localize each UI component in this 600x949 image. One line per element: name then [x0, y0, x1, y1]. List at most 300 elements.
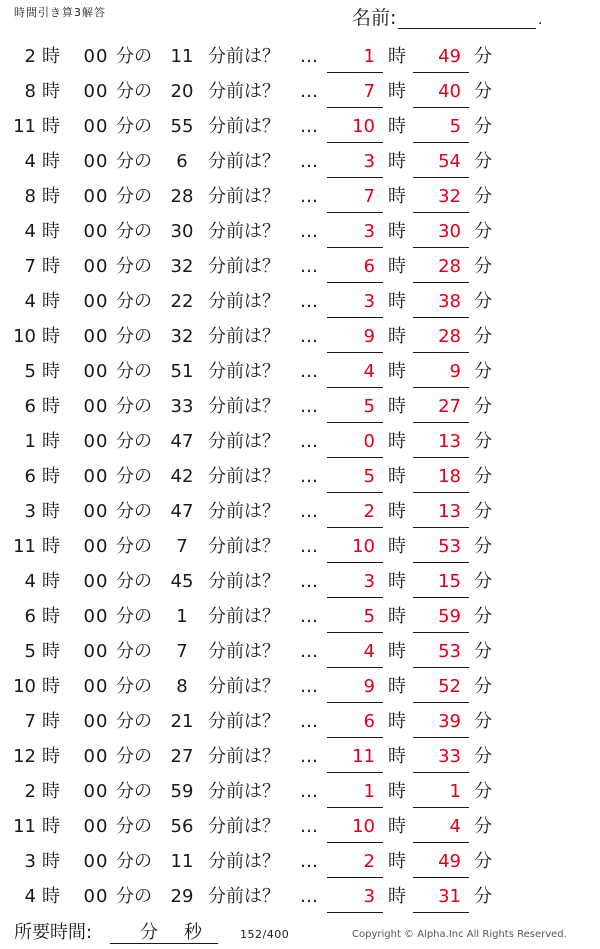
answer-hour-unit-label: 時: [388, 221, 406, 242]
minutes-before: 28: [170, 186, 194, 207]
answer-minute-blank: [413, 390, 469, 423]
question-label: 分前は？: [208, 81, 280, 102]
answer-minute: 5: [449, 116, 461, 137]
problem-row: [0, 390, 600, 425]
start-hour: 3: [24, 851, 36, 872]
answer-hour-blank: [327, 285, 383, 318]
answer-hour: 5: [363, 396, 375, 417]
question-label: 分前は？: [208, 361, 280, 382]
question-label: 分前は？: [208, 851, 280, 872]
answer-hour: 10: [352, 116, 375, 137]
start-minutes: 00: [83, 466, 109, 487]
answer-hour-blank: [327, 390, 383, 423]
start-hour: 5: [24, 641, 36, 662]
minutes-before: 27: [170, 746, 194, 767]
start-hour: 3: [24, 501, 36, 522]
answer-hour-unit-label: 時: [388, 81, 406, 102]
answer-hour-blank: [327, 460, 383, 493]
hour-unit-label: 時: [42, 641, 60, 662]
answer-hour-unit-label: 時: [388, 46, 406, 67]
minute-of-label: 分の: [116, 186, 152, 207]
answer-minute-unit-label: 分: [474, 431, 492, 452]
answer-minute: 53: [438, 641, 461, 662]
minute-of-label: 分の: [116, 641, 152, 662]
start-minutes: 00: [83, 816, 109, 837]
minutes-before: 45: [170, 571, 194, 592]
answer-hour-unit-label: 時: [388, 851, 406, 872]
question-label: 分前は？: [208, 571, 280, 592]
problem-row: [0, 215, 600, 250]
minute-of-label: 分の: [116, 116, 152, 137]
answer-hour: 3: [363, 571, 375, 592]
start-minutes: 00: [83, 256, 109, 277]
start-minutes: 00: [83, 711, 109, 732]
start-hour: 8: [24, 186, 36, 207]
start-hour: 10: [13, 676, 36, 697]
problem-row: [0, 460, 600, 495]
answer-hour-unit-label: 時: [388, 291, 406, 312]
answer-hour-unit-label: 時: [388, 711, 406, 732]
start-minutes: 00: [83, 81, 109, 102]
answer-minute-blank: [413, 215, 469, 248]
problem-row: [0, 40, 600, 75]
problem-row: [0, 600, 600, 635]
start-minutes: 00: [83, 851, 109, 872]
answer-hour: 1: [363, 46, 375, 67]
ellipsis: …: [300, 361, 318, 382]
minutes-before: 1: [176, 606, 188, 627]
hour-unit-label: 時: [42, 46, 60, 67]
question-label: 分前は？: [208, 886, 280, 907]
ellipsis: …: [300, 641, 318, 662]
question-label: 分前は？: [208, 641, 280, 662]
minutes-before: 56: [170, 816, 194, 837]
minutes-before: 59: [170, 781, 194, 802]
start-hour: 2: [24, 781, 36, 802]
answer-minute-unit-label: 分: [474, 711, 492, 732]
minutes-before: 8: [176, 676, 188, 697]
answer-hour: 9: [363, 326, 375, 347]
question-label: 分前は？: [208, 431, 280, 452]
answer-minute: 13: [438, 431, 461, 452]
question-label: 分前は？: [208, 256, 280, 277]
hour-unit-label: 時: [42, 186, 60, 207]
page-number: 152/400: [240, 928, 290, 941]
ellipsis: …: [300, 46, 318, 67]
question-label: 分前は？: [208, 396, 280, 417]
answer-minute: 49: [438, 851, 461, 872]
hour-unit-label: 時: [42, 606, 60, 627]
start-hour: 4: [24, 571, 36, 592]
problem-row: [0, 565, 600, 600]
minute-of-label: 分の: [116, 81, 152, 102]
answer-minute: 32: [438, 186, 461, 207]
start-hour: 2: [24, 46, 36, 67]
hour-unit-label: 時: [42, 501, 60, 522]
answer-hour: 3: [363, 886, 375, 907]
ellipsis: …: [300, 291, 318, 312]
answer-minute-blank: [413, 810, 469, 843]
minutes-before: 21: [170, 711, 194, 732]
minute-of-label: 分の: [116, 291, 152, 312]
answer-hour: 3: [363, 221, 375, 242]
answer-minute: 33: [438, 746, 461, 767]
answer-hour: 3: [363, 291, 375, 312]
problem-row: [0, 110, 600, 145]
problem-row: [0, 75, 600, 110]
answer-hour: 9: [363, 676, 375, 697]
answer-minute-unit-label: 分: [474, 571, 492, 592]
question-label: 分前は？: [208, 536, 280, 557]
hour-unit-label: 時: [42, 536, 60, 557]
answer-hour-unit-label: 時: [388, 326, 406, 347]
answer-minute-unit-label: 分: [474, 606, 492, 627]
answer-hour-unit-label: 時: [388, 466, 406, 487]
answer-hour: 3: [363, 151, 375, 172]
minute-of-label: 分の: [116, 571, 152, 592]
minutes-before: 47: [170, 501, 194, 522]
answer-minute: 38: [438, 291, 461, 312]
answer-hour: 2: [363, 501, 375, 522]
problem-list: [0, 40, 600, 915]
start-hour: 11: [13, 816, 36, 837]
minutes-before: 22: [170, 291, 194, 312]
answer-minute-blank: [413, 40, 469, 73]
minute-of-label: 分の: [116, 781, 152, 802]
start-minutes: 00: [83, 781, 109, 802]
answer-minute-blank: [413, 145, 469, 178]
answer-minute: 31: [438, 886, 461, 907]
answer-minute-blank: [413, 110, 469, 143]
minutes-before: 7: [176, 641, 188, 662]
answer-hour: 4: [363, 641, 375, 662]
minutes-before: 51: [170, 361, 194, 382]
question-label: 分前は？: [208, 326, 280, 347]
answer-hour-unit-label: 時: [388, 606, 406, 627]
answer-hour-blank: [327, 355, 383, 388]
answer-minute: 15: [438, 571, 461, 592]
answer-hour: 2: [363, 851, 375, 872]
answer-minute-unit-label: 分: [474, 851, 492, 872]
minutes-before: 7: [176, 536, 188, 557]
minute-of-label: 分の: [116, 746, 152, 767]
start-hour: 10: [13, 326, 36, 347]
hour-unit-label: 時: [42, 781, 60, 802]
answer-minute-unit-label: 分: [474, 46, 492, 67]
answer-hour-blank: [327, 40, 383, 73]
hour-unit-label: 時: [42, 396, 60, 417]
answer-hour-blank: [327, 320, 383, 353]
answer-minute-blank: [413, 565, 469, 598]
answer-hour: 5: [363, 606, 375, 627]
start-hour: 4: [24, 151, 36, 172]
start-hour: 8: [24, 81, 36, 102]
start-minutes: 00: [83, 536, 109, 557]
answer-minute-blank: [413, 320, 469, 353]
answer-hour-unit-label: 時: [388, 501, 406, 522]
answer-minute-unit-label: 分: [474, 361, 492, 382]
minutes-before: 47: [170, 431, 194, 452]
answer-hour-unit-label: 時: [388, 886, 406, 907]
answer-hour: 7: [363, 81, 375, 102]
start-hour: 1: [24, 431, 36, 452]
start-hour: 4: [24, 291, 36, 312]
answer-minute-unit-label: 分: [474, 466, 492, 487]
start-minutes: 00: [83, 606, 109, 627]
answer-minute-blank: [413, 250, 469, 283]
minute-of-label: 分の: [116, 676, 152, 697]
problem-row: [0, 880, 600, 915]
answer-minute-unit-label: 分: [474, 501, 492, 522]
start-minutes: 00: [83, 501, 109, 522]
start-hour: 4: [24, 886, 36, 907]
minutes-before: 32: [170, 256, 194, 277]
ellipsis: …: [300, 326, 318, 347]
answer-hour-blank: [327, 670, 383, 703]
answer-hour-blank: [327, 75, 383, 108]
answer-minute-unit-label: 分: [474, 816, 492, 837]
start-minutes: 00: [83, 221, 109, 242]
answer-hour-blank: [327, 600, 383, 633]
ellipsis: …: [300, 221, 318, 242]
answer-hour-unit-label: 時: [388, 571, 406, 592]
required-time-label: 所要時間:: [14, 922, 93, 943]
answer-hour-unit-label: 時: [388, 641, 406, 662]
minutes-before: 55: [170, 116, 194, 137]
name-label: 名前:: [352, 7, 397, 29]
minutes-before: 33: [170, 396, 194, 417]
answer-minute-unit-label: 分: [474, 641, 492, 662]
answer-minute-unit-label: 分: [474, 536, 492, 557]
ellipsis: …: [300, 151, 318, 172]
answer-minute: 30: [438, 221, 461, 242]
answer-hour-unit-label: 時: [388, 781, 406, 802]
minutes-before: 6: [176, 151, 188, 172]
answer-hour: 1: [363, 781, 375, 802]
answer-hour: 6: [363, 256, 375, 277]
answer-hour-unit-label: 時: [388, 361, 406, 382]
question-label: 分前は？: [208, 711, 280, 732]
problem-row: [0, 180, 600, 215]
start-minutes: 00: [83, 46, 109, 67]
answer-minute-unit-label: 分: [474, 116, 492, 137]
start-hour: 11: [13, 116, 36, 137]
ellipsis: …: [300, 816, 318, 837]
start-minutes: 00: [83, 571, 109, 592]
answer-minute-unit-label: 分: [474, 676, 492, 697]
minute-of-label: 分の: [116, 46, 152, 67]
start-hour: 6: [24, 396, 36, 417]
answer-hour-unit-label: 時: [388, 536, 406, 557]
start-minutes: 00: [83, 746, 109, 767]
name-period: .: [538, 12, 543, 28]
question-label: 分前は？: [208, 501, 280, 522]
ellipsis: …: [300, 851, 318, 872]
minute-of-label: 分の: [116, 221, 152, 242]
hour-unit-label: 時: [42, 816, 60, 837]
ellipsis: …: [300, 396, 318, 417]
answer-hour-blank: [327, 740, 383, 773]
answer-minute: 9: [449, 361, 461, 382]
question-label: 分前は？: [208, 221, 280, 242]
hour-unit-label: 時: [42, 676, 60, 697]
answer-minute: 59: [438, 606, 461, 627]
question-label: 分前は？: [208, 291, 280, 312]
answer-hour-blank: [327, 635, 383, 668]
question-label: 分前は？: [208, 746, 280, 767]
answer-hour: 10: [352, 536, 375, 557]
answer-minute: 53: [438, 536, 461, 557]
answer-hour-blank: [327, 565, 383, 598]
problem-row: [0, 320, 600, 355]
minute-of-label: 分の: [116, 256, 152, 277]
hour-unit-label: 時: [42, 886, 60, 907]
answer-minute-blank: [413, 285, 469, 318]
answer-minute: 54: [438, 151, 461, 172]
question-label: 分前は？: [208, 116, 280, 137]
answer-minute-blank: [413, 600, 469, 633]
start-minutes: 00: [83, 431, 109, 452]
answer-minute-blank: [413, 705, 469, 738]
ellipsis: …: [300, 536, 318, 557]
copyright-notice: Copyright © Alpha.Inc All Rights Reserved.: [352, 929, 567, 940]
minute-of-label: 分の: [116, 361, 152, 382]
minutes-before: 20: [170, 81, 194, 102]
ellipsis: …: [300, 781, 318, 802]
required-time-field: [14, 922, 202, 944]
answer-hour-blank: [327, 775, 383, 808]
ellipsis: …: [300, 711, 318, 732]
answer-hour-blank: [327, 215, 383, 248]
minute-of-label: 分の: [116, 886, 152, 907]
ellipsis: …: [300, 676, 318, 697]
hour-unit-label: 時: [42, 221, 60, 242]
answer-minute-unit-label: 分: [474, 256, 492, 277]
minute-of-label: 分の: [116, 151, 152, 172]
answer-hour: 11: [352, 746, 375, 767]
minutes-label: 分: [140, 922, 158, 943]
answer-hour-blank: [327, 495, 383, 528]
ellipsis: …: [300, 501, 318, 522]
hour-unit-label: 時: [42, 466, 60, 487]
answer-minute-blank: [413, 635, 469, 668]
answer-hour-blank: [327, 425, 383, 458]
minute-of-label: 分の: [116, 536, 152, 557]
minute-of-label: 分の: [116, 711, 152, 732]
answer-hour: 5: [363, 466, 375, 487]
name-underline: [398, 28, 536, 29]
hour-unit-label: 時: [42, 291, 60, 312]
question-label: 分前は？: [208, 466, 280, 487]
ellipsis: …: [300, 466, 318, 487]
answer-minute-blank: [413, 460, 469, 493]
start-minutes: 00: [83, 186, 109, 207]
question-label: 分前は？: [208, 186, 280, 207]
problem-row: [0, 670, 600, 705]
answer-hour-unit-label: 時: [388, 431, 406, 452]
answer-minute: 40: [438, 81, 461, 102]
answer-minute: 1: [449, 781, 461, 802]
problem-row: [0, 145, 600, 180]
problem-row: [0, 495, 600, 530]
answer-minute-unit-label: 分: [474, 151, 492, 172]
start-minutes: 00: [83, 151, 109, 172]
hour-unit-label: 時: [42, 431, 60, 452]
minutes-before: 11: [170, 851, 194, 872]
hour-unit-label: 時: [42, 151, 60, 172]
answer-minute-unit-label: 分: [474, 291, 492, 312]
start-hour: 6: [24, 606, 36, 627]
question-label: 分前は？: [208, 676, 280, 697]
start-hour: 6: [24, 466, 36, 487]
hour-unit-label: 時: [42, 361, 60, 382]
hour-unit-label: 時: [42, 256, 60, 277]
minute-of-label: 分の: [116, 466, 152, 487]
answer-minute-blank: [413, 530, 469, 563]
hour-unit-label: 時: [42, 851, 60, 872]
minutes-before: 29: [170, 886, 194, 907]
answer-hour-blank: [327, 145, 383, 178]
question-label: 分前は？: [208, 606, 280, 627]
start-hour: 11: [13, 536, 36, 557]
ellipsis: …: [300, 606, 318, 627]
answer-minute-blank: [413, 880, 469, 913]
answer-minute-blank: [413, 670, 469, 703]
hour-unit-label: 時: [42, 711, 60, 732]
question-label: 分前は？: [208, 781, 280, 802]
answer-minute: 27: [438, 396, 461, 417]
problem-row: [0, 740, 600, 775]
ellipsis: …: [300, 186, 318, 207]
answer-minute-unit-label: 分: [474, 221, 492, 242]
answer-hour-unit-label: 時: [388, 116, 406, 137]
answer-hour-unit-label: 時: [388, 676, 406, 697]
minute-of-label: 分の: [116, 396, 152, 417]
worksheet-title: 時間引き算3解答: [14, 6, 106, 19]
start-minutes: 00: [83, 291, 109, 312]
start-hour: 7: [24, 711, 36, 732]
answer-hour-blank: [327, 705, 383, 738]
ellipsis: …: [300, 81, 318, 102]
answer-minute: 49: [438, 46, 461, 67]
answer-hour-blank: [327, 110, 383, 143]
start-minutes: 00: [83, 676, 109, 697]
hour-unit-label: 時: [42, 746, 60, 767]
start-minutes: 00: [83, 886, 109, 907]
answer-hour: 6: [363, 711, 375, 732]
answer-hour-unit-label: 時: [388, 816, 406, 837]
hour-unit-label: 時: [42, 81, 60, 102]
start-hour: 4: [24, 221, 36, 242]
minutes-before: 32: [170, 326, 194, 347]
answer-hour-blank: [327, 530, 383, 563]
ellipsis: …: [300, 431, 318, 452]
answer-minute: 4: [449, 816, 461, 837]
question-label: 分前は？: [208, 816, 280, 837]
start-minutes: 00: [83, 396, 109, 417]
problem-row: [0, 810, 600, 845]
problem-row: [0, 425, 600, 460]
problem-row: [0, 705, 600, 740]
answer-minute: 28: [438, 256, 461, 277]
question-label: 分前は？: [208, 46, 280, 67]
ellipsis: …: [300, 256, 318, 277]
problem-row: [0, 530, 600, 565]
answer-minute: 28: [438, 326, 461, 347]
answer-hour-blank: [327, 845, 383, 878]
seconds-label: 秒: [184, 922, 202, 943]
ellipsis: …: [300, 886, 318, 907]
